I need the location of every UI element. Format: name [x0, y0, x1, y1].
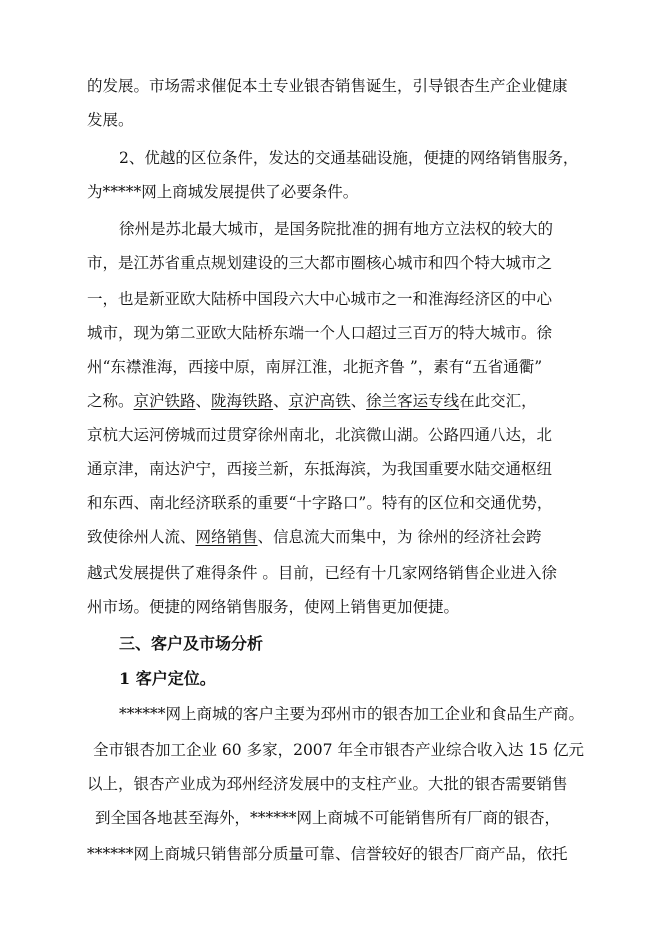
link-longhai-railway[interactable]: 陇海铁路	[211, 392, 274, 410]
text-line-1	[87, 69, 662, 103]
text-line-9	[87, 350, 662, 384]
text-run: 州“东襟淮海，西接中原，南屏江淮，北扼齐鲁 ”，素有“五省通衢”	[87, 358, 543, 376]
text-line-16	[87, 590, 662, 624]
text-run: 到全国各地甚至海外，******网上商城不可能销售所有厂商的银杏，	[95, 809, 561, 827]
text-line-21	[87, 767, 662, 801]
text-run: 、信息流大而集中，为 徐州的经济社会跨	[257, 528, 542, 546]
text-run: 、	[273, 392, 289, 410]
text-run: 城市，现为第二亚欧大陆桥东端一个人口超过三百万的特大城市。徐	[87, 324, 553, 342]
link-network-sales[interactable]: 网络销售	[195, 528, 258, 546]
text-run: 京杭大运河傍城而过贯穿徐州南北，北滨微山湖。公路四通八达，北	[87, 426, 553, 444]
text-line-19	[119, 697, 662, 731]
text-run: 市，是江苏省重点规划建设的三大都市圈核心城市和四个特大城市之	[87, 254, 553, 272]
text-line-4	[87, 175, 662, 209]
text-line-23	[87, 837, 662, 871]
text-line-3	[119, 141, 662, 175]
link-xulan-passenger-line[interactable]: 徐兰客运专线	[366, 392, 460, 410]
text-run: 2、优越的区位条件，发达的交通基础设施，便捷的网络销售服务，	[119, 149, 579, 167]
text-run: 一，也是新亚欧大陆桥中国段六大中心城市之一和淮海经济区的中心	[87, 290, 553, 308]
text-line-10	[87, 384, 662, 418]
text-line-7	[87, 282, 662, 316]
text-run: ******网上商城只销售部分质量可靠、信誉较好的银杏厂商产品，依托	[87, 845, 568, 863]
text-line-5	[119, 212, 662, 246]
text-run: 、	[350, 392, 367, 410]
text-line-12	[87, 452, 662, 486]
text-line-6	[87, 246, 662, 280]
text-run: 徐州是苏北最大城市，是国务院批准的拥有地方立法权的较大的	[119, 220, 554, 238]
heading-text: 1 客户定位。	[119, 669, 216, 688]
section-heading	[119, 627, 662, 661]
text-run: 、	[195, 392, 212, 410]
text-run: 和东西、南北经济联系的重要“十字路口”。特有的区位和交通优势，	[87, 494, 553, 512]
text-run: 致使徐州人流、	[87, 528, 196, 546]
text-run: 发展。	[87, 111, 134, 129]
link-jinghu-highspeed[interactable]: 京沪高铁	[288, 392, 351, 410]
text-line-11	[87, 418, 662, 452]
text-line-14	[87, 520, 662, 554]
text-run: 越式发展提供了难得条件 。目前，已经有十几家网络销售企业进入徐	[87, 564, 557, 582]
text-run: 通京津，南达沪宁，西接兰新，东抵海滨，为我国重要水陆交通枢纽	[87, 460, 553, 478]
text-line-22	[95, 801, 662, 835]
link-jinghu-railway[interactable]: 京沪铁路	[133, 392, 196, 410]
text-run: 州市场。便捷的网络销售服务，使网上销售更加便捷。	[87, 598, 460, 616]
heading-text: 三、客户及市场分析	[119, 634, 264, 653]
text-line-8	[87, 316, 662, 350]
text-line-13	[87, 486, 662, 520]
subsection-heading	[119, 662, 662, 696]
text-line-20	[93, 733, 662, 767]
text-line-15	[87, 556, 662, 590]
text-run: 在此交汇，	[459, 392, 537, 410]
text-run: ******网上商城的客户主要为邳州市的银杏加工企业和食品生产商。	[119, 705, 585, 723]
text-run: 的发展。市场需求催促本土专业银杏销售诞生，引导银杏生产企业健康	[87, 77, 568, 95]
text-line-2	[87, 103, 662, 137]
text-run: 为*****网上商城发展提供了必要条件。	[87, 183, 359, 201]
text-run: 全市银杏加工企业 60 多家，2007 年全市银杏产业综合收入达 15 亿元	[93, 741, 585, 759]
text-run: 以上，银杏产业成为邳州经济发展中的支柱产业。大批的银杏需要销售	[87, 775, 568, 793]
text-run: 之称。	[87, 392, 134, 410]
